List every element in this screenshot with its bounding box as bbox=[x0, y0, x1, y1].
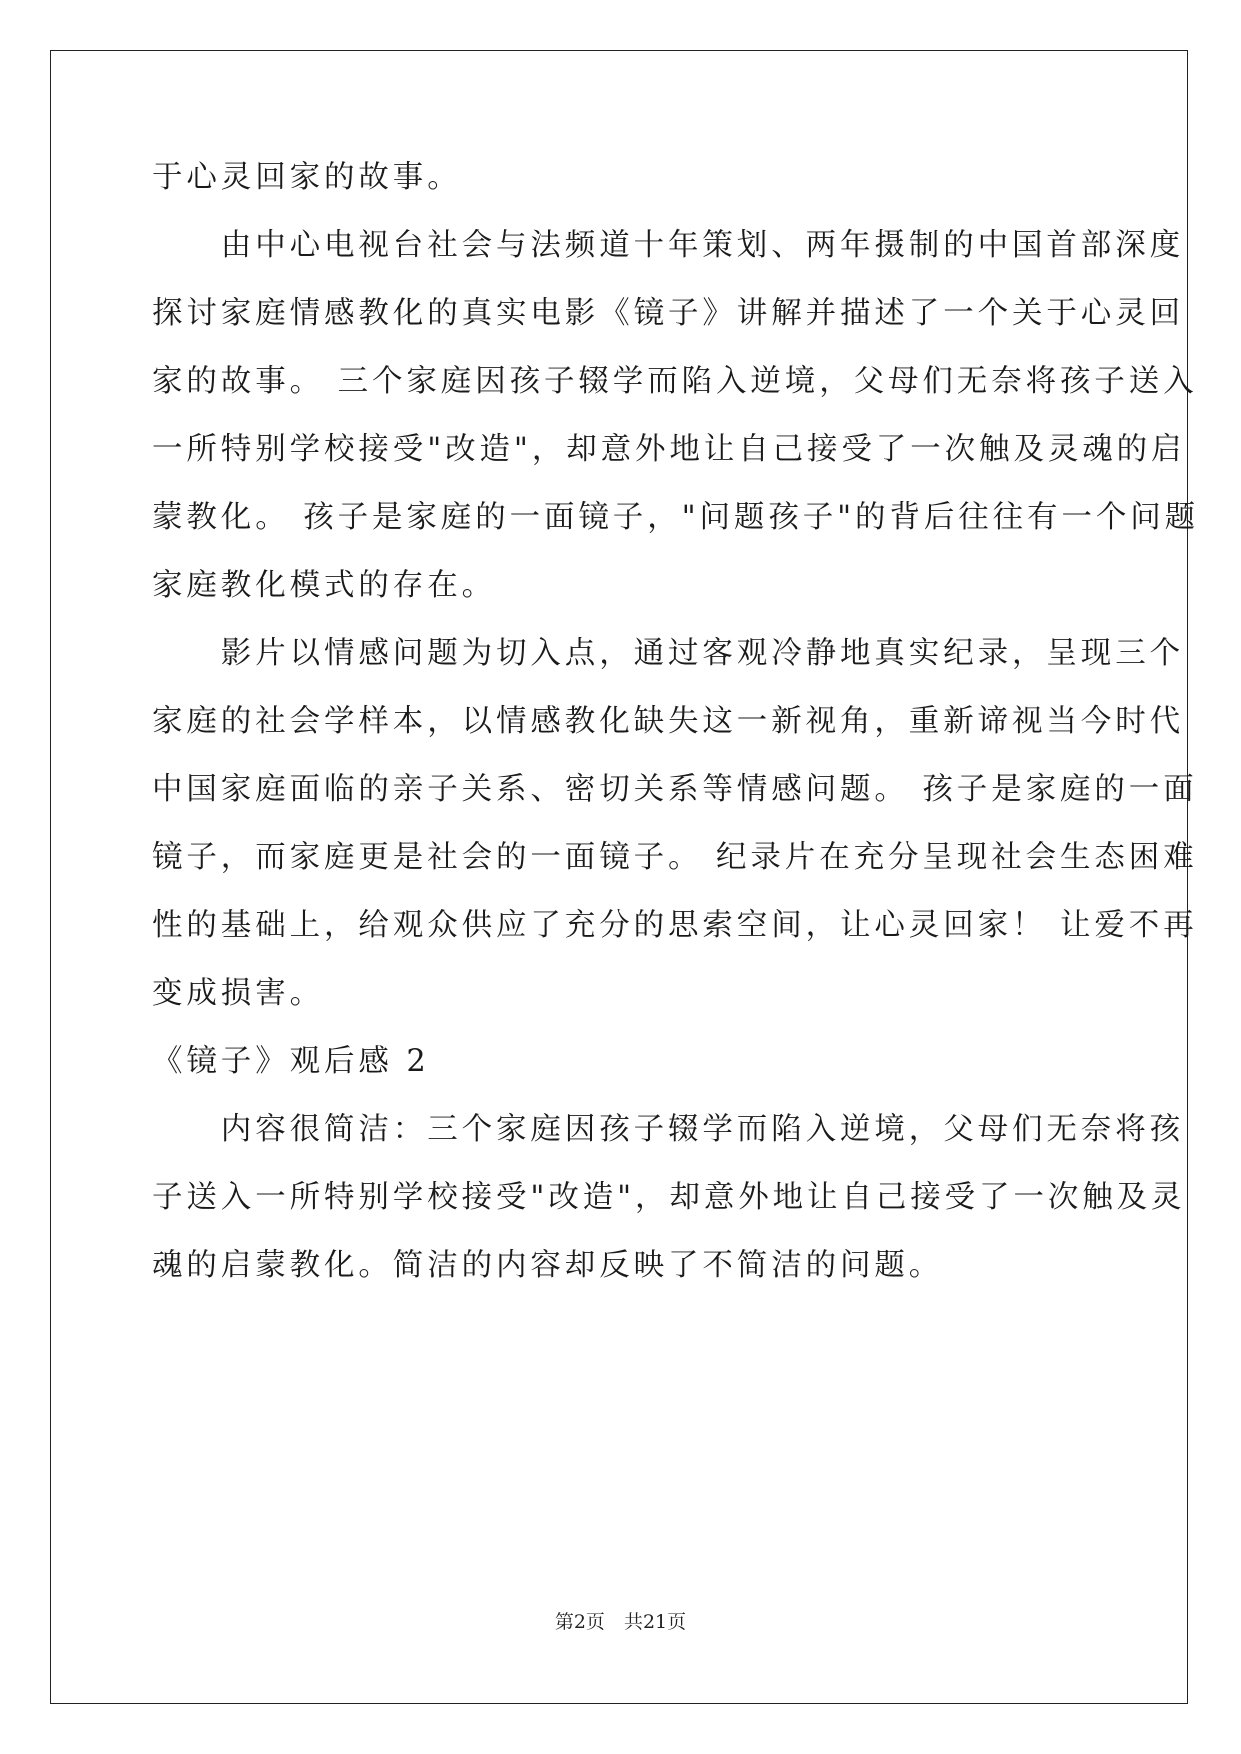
page-label-suffix: 页 bbox=[585, 1611, 605, 1633]
page-label-prefix: 第 bbox=[554, 1611, 574, 1633]
text-line: 一所特别学校接受"改造"，却意外地让自己接受了一次触及灵魂的启 bbox=[152, 432, 1186, 467]
total-page-count: 21 bbox=[642, 1611, 668, 1633]
text-line: 由中心电视台社会与法频道十年策划、两年摄制的中国首部深度 bbox=[152, 228, 1184, 263]
section-heading: 《镜子》观后感 2 bbox=[152, 1044, 430, 1079]
text-line: 子送入一所特别学校接受"改造"，却意外地让自己接受了一次触及灵 bbox=[152, 1180, 1186, 1215]
text-line: 家庭的社会学样本，以情感教化缺失这一新视角，重新谛视当今时代 bbox=[152, 704, 1184, 739]
text-line: 魂的启蒙教化。简洁的内容却反映了不简洁的问题。 bbox=[152, 1248, 944, 1283]
text-line: 蒙教化。 孩子是家庭的一面镜子，"问题孩子"的背后往往有一个问题 bbox=[152, 500, 1200, 535]
total-label-prefix: 共 bbox=[623, 1611, 643, 1633]
text-line: 内容很简洁：三个家庭因孩子辍学而陷入逆境，父母们无奈将孩 bbox=[152, 1112, 1184, 1147]
text-line: 探讨家庭情感教化的真实电影《镜子》讲解并描述了一个关于心灵回 bbox=[152, 296, 1184, 331]
total-label-suffix: 页 bbox=[667, 1611, 687, 1633]
text-line: 中国家庭面临的亲子关系、密切关系等情感问题。 孩子是家庭的一面 bbox=[152, 772, 1198, 807]
text-line: 镜子，而家庭更是社会的一面镜子。 纪录片在充分呈现社会生态困难 bbox=[152, 840, 1198, 875]
current-page-number: 2 bbox=[573, 1611, 586, 1633]
text-line: 影片以情感问题为切入点，通过客观冷静地真实纪录，呈现三个 bbox=[152, 636, 1184, 671]
text-line: 家的故事。 三个家庭因孩子辍学而陷入逆境，父母们无奈将孩子送入 bbox=[152, 364, 1198, 399]
text-line: 家庭教化模式的存在。 bbox=[152, 568, 496, 603]
text-line: 性的基础上，给观众供应了充分的思索空间，让心灵回家！ 让爱不再 bbox=[152, 908, 1198, 943]
page-footer bbox=[0, 1610, 1241, 1634]
text-line: 变成损害。 bbox=[152, 976, 324, 1011]
text-line: 于心灵回家的故事。 bbox=[152, 160, 462, 195]
